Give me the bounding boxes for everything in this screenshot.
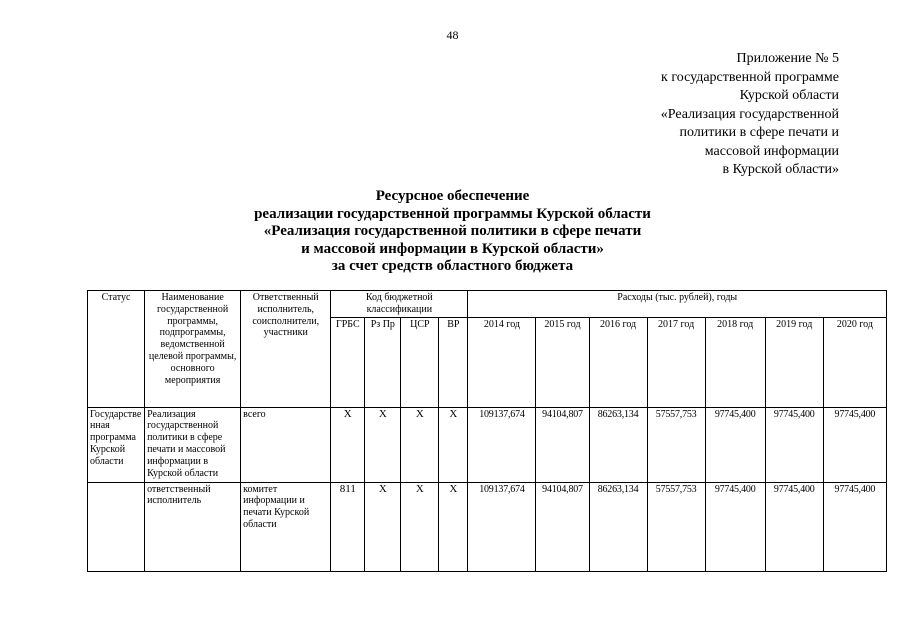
header-year: 2020 год [823,317,886,407]
row-value: 97745,400 [705,407,765,482]
row-value: 86263,134 [589,482,647,571]
header-year: 2018 год [705,317,765,407]
header-expenses: Расходы (тыс. рублей), годы [468,291,887,318]
row-code-rzpr: X [365,482,401,571]
row-value: 97745,400 [705,482,765,571]
row-code-grbs: 811 [331,482,365,571]
header-status: Статус [88,291,145,408]
header-code-vr: ВР [439,317,468,407]
header-code-rzpr: Рз Пр [365,317,401,407]
row-status [88,482,145,571]
row-name: ответственный исполнитель [145,482,241,571]
page-number: 48 [446,28,459,42]
header-row [88,291,887,318]
appendix-line: «Реализация государственной [660,106,839,122]
header-year: 2014 год [468,317,536,407]
header-year: 2016 год [589,317,647,407]
header-year: 2017 год [647,317,705,407]
document-title [0,188,905,276]
resource-table [87,290,887,572]
row-value: 57557,753 [647,482,705,571]
appendix-line: в Курской области» [722,162,839,177]
table-row [88,482,887,571]
row-value: 94104,807 [536,407,589,482]
row-value: 97745,400 [823,482,886,571]
header-code-grbs: ГРБС [331,317,365,407]
title-line: за счет средств областного бюджета [331,258,574,275]
row-value: 97745,400 [823,407,886,482]
row-code-vr: X [439,407,468,482]
row-value: 109137,674 [468,482,536,571]
header-year: 2015 год [536,317,589,407]
header-year: 2019 год [765,317,823,407]
row-value: 94104,807 [536,482,589,571]
row-code-grbs: X [331,407,365,482]
title-line: Ресурсное обеспечение [375,188,530,204]
appendix-line: к государственной программе [661,69,839,85]
table-row [88,407,887,482]
row-status: Государственная программа Курской области [88,407,145,482]
row-executor: комитет информации и печати Курской области [241,482,331,571]
row-name: Реализация государственной политики в сфере печати и массовой информации в Курской области [145,407,241,482]
row-executor: всего [241,407,331,482]
row-value: 97745,400 [765,482,823,571]
appendix-line: политики в сфере печати и [679,125,839,140]
appendix-line: Курской области [739,88,839,103]
row-value: 97745,400 [765,407,823,482]
row-code-csr: X [401,482,439,571]
appendix-block [661,50,839,180]
row-code-csr: X [401,407,439,482]
row-code-vr: X [439,482,468,571]
header-executor: Ответственный исполнитель, соисполнители, участники [241,291,331,408]
title-line: и массовой информации в Курской области» [301,240,604,257]
appendix-line: массовой информации [704,143,839,159]
title-line: реализации государственной программы Курской области [254,205,651,222]
appendix-line: Приложение № 5 [736,51,839,66]
row-value: 109137,674 [468,407,536,482]
title-line: «Реализация государственной политики в сфере печати [263,223,642,240]
header-code-csr: ЦСР [401,317,439,407]
row-value: 86263,134 [589,407,647,482]
row-value: 57557,753 [647,407,705,482]
header-budget-code: Код бюджетной классификации [331,291,468,318]
header-name: Наименование государственной программы, подпрограммы, ведомственной целевой программы, основного мероприятия [145,291,241,408]
row-code-rzpr: X [365,407,401,482]
